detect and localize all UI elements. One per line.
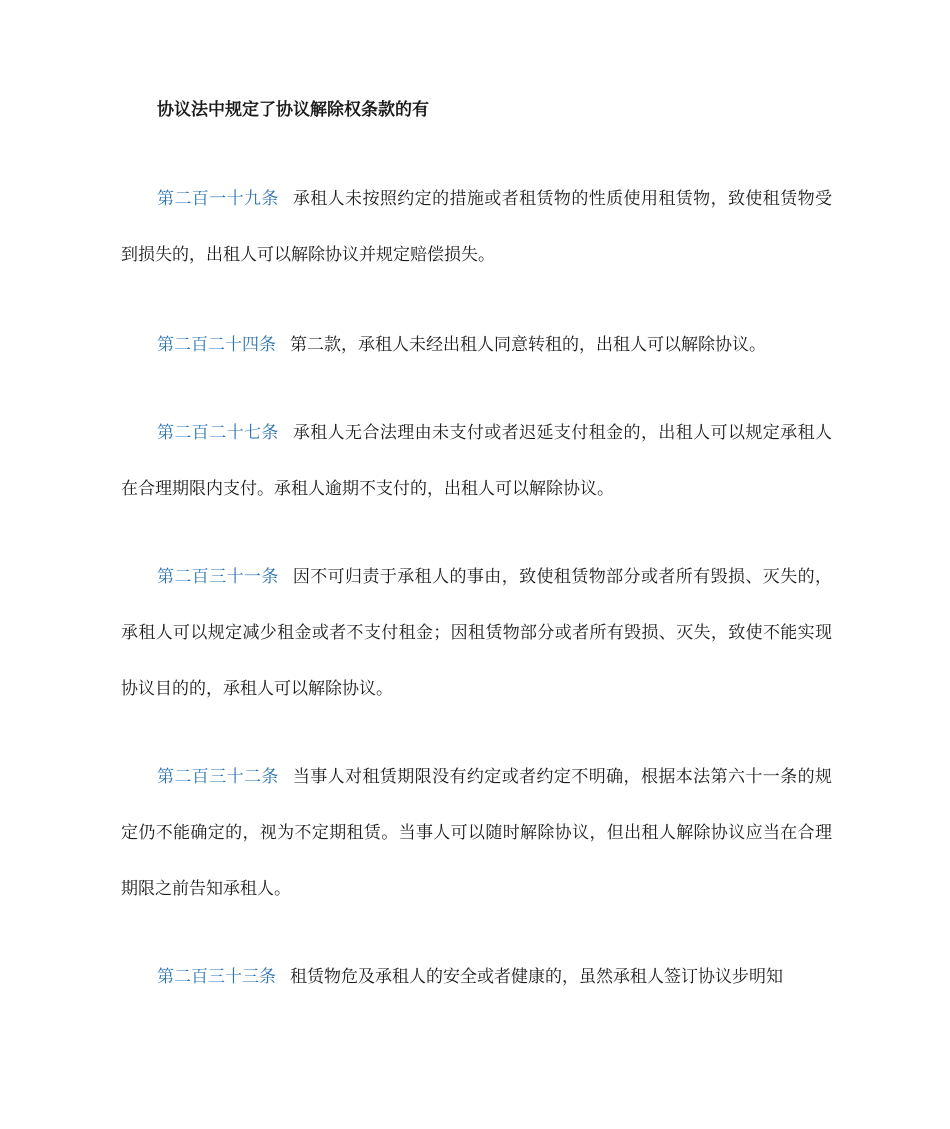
article-233 <box>121 949 832 1005</box>
article-text: 因不可归责于承租人的事由，致使租赁物部分或者所有毁损、灭失的，承租人可以规定减少租金或者不支付租金；因租赁物部分或者所有毁损、灭失，致使不能实现协议目的的，承租人可以解除协议。 <box>121 567 833 699</box>
article-text: 第二款，承租人未经出租人同意转租的，出租人可以解除协议。 <box>290 335 766 355</box>
article-text: 当事人对租赁期限没有约定或者约定不明确，根据本法第六十一条的规定仍不能确定的，视为不定期租赁。当事人可以随时解除协议，但出租人解除协议应当在合理期限之前告知承租人。 <box>121 767 833 899</box>
article-number: 第二百二十七条 <box>157 423 279 443</box>
article-224 <box>121 317 832 373</box>
article-219 <box>121 171 832 283</box>
article-number: 第二百一十九条 <box>157 189 279 209</box>
article-text: 承租人未按照约定的措施或者租赁物的性质使用租赁物，致使租赁物受到损失的，出租人可以解除协议并规定赔偿损失。 <box>121 189 833 265</box>
article-number: 第二百三十二条 <box>157 767 279 787</box>
article-text: 租赁物危及承租人的安全或者健康的，虽然承租人签订协议步明知 <box>290 967 783 987</box>
article-227 <box>121 405 832 517</box>
article-231 <box>121 549 832 717</box>
article-number: 第二百二十四条 <box>157 335 276 355</box>
document-heading: 协议法中规定了协议解除权条款的有 <box>157 100 429 120</box>
article-number: 第二百三十一条 <box>157 567 279 587</box>
article-text: 承租人无合法理由未支付或者迟延支付租金的，出租人可以规定承租人在合理期限内支付。承租人逾期不支付的，出租人可以解除协议。 <box>121 423 833 499</box>
article-232 <box>121 749 832 917</box>
article-number: 第二百三十三条 <box>157 967 276 987</box>
